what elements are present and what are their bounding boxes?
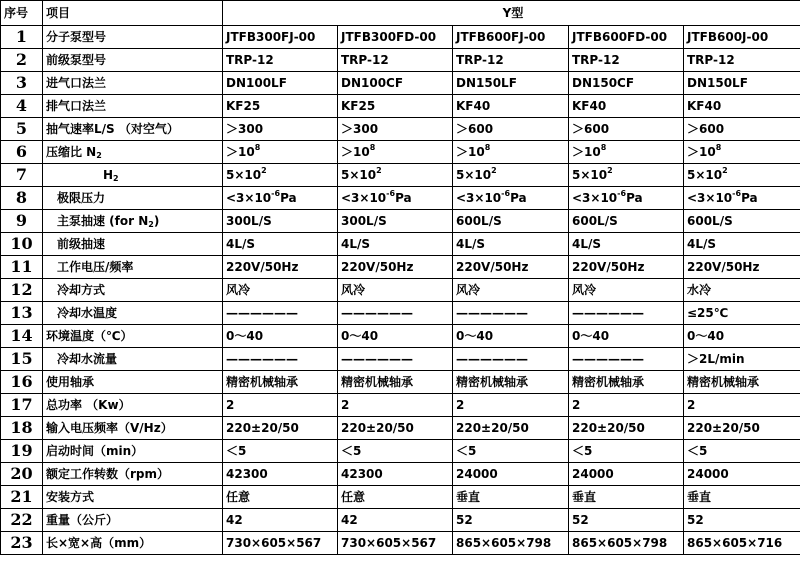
- table-row: [1, 463, 800, 486]
- row-value: $>10^8$: [223, 141, 338, 164]
- row-item-label: 重量（公斤）: [43, 509, 223, 532]
- row-value: KF25: [223, 95, 338, 118]
- row-value: 865×605×798: [569, 532, 684, 555]
- row-value: ＞600: [569, 118, 684, 141]
- table-row: [1, 532, 800, 555]
- row-value: ≤25℃: [684, 302, 800, 325]
- row-value: 24000: [684, 463, 800, 486]
- row-item-label: 额定工作转数（rpm）: [43, 463, 223, 486]
- row-value: 风冷: [338, 279, 453, 302]
- table-row: [1, 118, 800, 141]
- table-row: [1, 26, 800, 49]
- row-value: DN100CF: [338, 72, 453, 95]
- row-value: 220V/50Hz: [453, 256, 569, 279]
- row-value: ——————: [338, 348, 453, 371]
- row-value: 52: [684, 509, 800, 532]
- row-value: KF25: [338, 95, 453, 118]
- row-value: ＞2L/min: [684, 348, 800, 371]
- row-value: ——————: [223, 348, 338, 371]
- row-item-label: 分子泵型号: [43, 26, 223, 49]
- row-number: 20: [1, 463, 43, 486]
- row-value: 风冷: [569, 279, 684, 302]
- table-row: [1, 440, 800, 463]
- row-value: TRP-12: [453, 49, 569, 72]
- row-number: 15: [1, 348, 43, 371]
- row-number: 7: [1, 164, 43, 187]
- row-number: 17: [1, 394, 43, 417]
- row-item-label: 主泵抽速 (for $N_2$): [43, 210, 223, 233]
- row-value: 600L/S: [684, 210, 800, 233]
- row-item-label: 冷却水流量: [43, 348, 223, 371]
- table-row: [1, 417, 800, 440]
- row-value: 精密机械轴承: [569, 371, 684, 394]
- row-value: 2: [338, 394, 453, 417]
- table-row: [1, 72, 800, 95]
- row-value: JTFB300FJ-00: [223, 26, 338, 49]
- row-value: ——————: [569, 348, 684, 371]
- table-row: [1, 95, 800, 118]
- table-row: [1, 302, 800, 325]
- row-number: 16: [1, 371, 43, 394]
- row-number: 14: [1, 325, 43, 348]
- table-row: [1, 141, 800, 164]
- row-value: 4L/S: [569, 233, 684, 256]
- row-number: 8: [1, 187, 43, 210]
- row-item-label: 长×宽×高（mm）: [43, 532, 223, 555]
- row-value: 0～40: [223, 325, 338, 348]
- row-value: 52: [453, 509, 569, 532]
- row-item-label: 极限压力: [43, 187, 223, 210]
- row-value: ——————: [453, 302, 569, 325]
- row-value: ＜5: [684, 440, 800, 463]
- row-value: ＞600: [684, 118, 800, 141]
- row-value: 4L/S: [684, 233, 800, 256]
- row-value: KF40: [453, 95, 569, 118]
- row-value: 风冷: [223, 279, 338, 302]
- header-row: [1, 1, 800, 26]
- row-value: $<3\times 10^{-6}Pa$: [684, 187, 800, 210]
- row-value: DN150LF: [684, 72, 800, 95]
- row-number: 5: [1, 118, 43, 141]
- row-value: DN100LF: [223, 72, 338, 95]
- row-value: JTFB600FJ-00: [453, 26, 569, 49]
- table-row: [1, 486, 800, 509]
- row-value: DN150CF: [569, 72, 684, 95]
- row-value: 220±20/50: [223, 417, 338, 440]
- row-value: $<3\times 10^{-6}Pa$: [569, 187, 684, 210]
- row-value: 精密机械轴承: [223, 371, 338, 394]
- row-value: ——————: [223, 302, 338, 325]
- row-item-label: 启动时间（min）: [43, 440, 223, 463]
- row-value: JTFB600FD-00: [569, 26, 684, 49]
- row-value: ＜5: [338, 440, 453, 463]
- row-value: ＜5: [569, 440, 684, 463]
- header-type-group: Y型: [223, 1, 800, 26]
- row-value: 4L/S: [223, 233, 338, 256]
- row-value: $>10^8$: [453, 141, 569, 164]
- row-value: JTFB600J-00: [684, 26, 800, 49]
- row-value: KF40: [569, 95, 684, 118]
- row-number: 12: [1, 279, 43, 302]
- row-number: 13: [1, 302, 43, 325]
- table-row: [1, 509, 800, 532]
- row-value: ＞600: [453, 118, 569, 141]
- row-value: 0～40: [684, 325, 800, 348]
- row-item-label: 安装方式: [43, 486, 223, 509]
- table-row: [1, 394, 800, 417]
- row-number: 18: [1, 417, 43, 440]
- row-value: ——————: [453, 348, 569, 371]
- row-value: 600L/S: [453, 210, 569, 233]
- row-value: ＜5: [223, 440, 338, 463]
- row-value: JTFB300FD-00: [338, 26, 453, 49]
- row-value: 220±20/50: [453, 417, 569, 440]
- row-value: 任意: [223, 486, 338, 509]
- row-value: 730×605×567: [338, 532, 453, 555]
- row-value: KF40: [684, 95, 800, 118]
- row-number: 9: [1, 210, 43, 233]
- row-number: 10: [1, 233, 43, 256]
- row-value: $>10^8$: [338, 141, 453, 164]
- table-row: [1, 325, 800, 348]
- table-row: [1, 187, 800, 210]
- row-value: TRP-12: [338, 49, 453, 72]
- header-num: 序号: [1, 1, 43, 26]
- row-value: $>10^8$: [684, 141, 800, 164]
- row-value: 730×605×567: [223, 532, 338, 555]
- row-number: 6: [1, 141, 43, 164]
- row-item-label: 冷却方式: [43, 279, 223, 302]
- table-row: [1, 279, 800, 302]
- row-value: $5\times 10^2$: [569, 164, 684, 187]
- row-value: 52: [569, 509, 684, 532]
- table-row: [1, 49, 800, 72]
- row-value: ＞300: [338, 118, 453, 141]
- row-item-label: 压缩比 $N_2$: [43, 141, 223, 164]
- row-value: ——————: [569, 302, 684, 325]
- row-value: 精密机械轴承: [684, 371, 800, 394]
- row-value: 4L/S: [453, 233, 569, 256]
- row-value: 220V/50Hz: [338, 256, 453, 279]
- table-row: [1, 371, 800, 394]
- row-number: 3: [1, 72, 43, 95]
- row-item-label: 环境温度（℃）: [43, 325, 223, 348]
- row-value: $5\times 10^2$: [223, 164, 338, 187]
- row-value: 42: [223, 509, 338, 532]
- row-item-label: 使用轴承: [43, 371, 223, 394]
- table-row: [1, 348, 800, 371]
- row-value: 220±20/50: [684, 417, 800, 440]
- row-value: $5\times 10^2$: [453, 164, 569, 187]
- row-number: 22: [1, 509, 43, 532]
- row-value: TRP-12: [223, 49, 338, 72]
- row-value: 24000: [453, 463, 569, 486]
- row-number: 21: [1, 486, 43, 509]
- row-value: 300L/S: [338, 210, 453, 233]
- row-item-label: 排气口法兰: [43, 95, 223, 118]
- row-item-label: 冷却水温度: [43, 302, 223, 325]
- table-row: [1, 164, 800, 187]
- row-value: 2: [684, 394, 800, 417]
- row-value: $>10^8$: [569, 141, 684, 164]
- row-value: 42300: [338, 463, 453, 486]
- row-value: DN150LF: [453, 72, 569, 95]
- row-value: 垂直: [569, 486, 684, 509]
- row-value: 300L/S: [223, 210, 338, 233]
- row-item-label: 输入电压频率（V/Hz）: [43, 417, 223, 440]
- row-number: 4: [1, 95, 43, 118]
- row-value: 精密机械轴承: [453, 371, 569, 394]
- row-item-label: $H_2$: [43, 164, 223, 187]
- row-value: 865×605×716: [684, 532, 800, 555]
- row-item-label: 工作电压/频率: [43, 256, 223, 279]
- row-value: 2: [223, 394, 338, 417]
- row-value: 水冷: [684, 279, 800, 302]
- table-row: [1, 210, 800, 233]
- row-value: ＞300: [223, 118, 338, 141]
- row-item-label: 进气口法兰: [43, 72, 223, 95]
- row-value: 220V/50Hz: [569, 256, 684, 279]
- row-value: 2: [453, 394, 569, 417]
- row-value: TRP-12: [569, 49, 684, 72]
- row-value: 垂直: [453, 486, 569, 509]
- table-row: [1, 256, 800, 279]
- row-value: 24000: [569, 463, 684, 486]
- row-value: 42: [338, 509, 453, 532]
- row-item-label: 总功率 （Kw）: [43, 394, 223, 417]
- row-number: 19: [1, 440, 43, 463]
- row-value: 0～40: [569, 325, 684, 348]
- row-value: 220±20/50: [338, 417, 453, 440]
- row-value: 任意: [338, 486, 453, 509]
- row-value: 垂直: [684, 486, 800, 509]
- row-value: 0～40: [338, 325, 453, 348]
- row-number: 11: [1, 256, 43, 279]
- row-number: 23: [1, 532, 43, 555]
- row-value: 220V/50Hz: [223, 256, 338, 279]
- row-value: $5\times 10^2$: [684, 164, 800, 187]
- row-value: $<3\times 10^{-6}Pa$: [338, 187, 453, 210]
- row-number: 1: [1, 26, 43, 49]
- row-value: ——————: [338, 302, 453, 325]
- row-value: TRP-12: [684, 49, 800, 72]
- row-value: 精密机械轴承: [338, 371, 453, 394]
- row-value: $5\times 10^2$: [338, 164, 453, 187]
- row-value: 风冷: [453, 279, 569, 302]
- row-value: $<3\times 10^{-6}Pa$: [453, 187, 569, 210]
- row-item-label: 前级泵型号: [43, 49, 223, 72]
- row-value: 0～40: [453, 325, 569, 348]
- row-value: ＜5: [453, 440, 569, 463]
- header-item: 项目: [43, 1, 223, 26]
- row-value: 2: [569, 394, 684, 417]
- row-value: 600L/S: [569, 210, 684, 233]
- row-value: 220±20/50: [569, 417, 684, 440]
- row-value: 4L/S: [338, 233, 453, 256]
- row-value: 220V/50Hz: [684, 256, 800, 279]
- row-value: 42300: [223, 463, 338, 486]
- row-value: $<3\times 10^{-6}Pa$: [223, 187, 338, 210]
- row-value: 865×605×798: [453, 532, 569, 555]
- row-item-label: 抽气速率L/S （对空气）: [43, 118, 223, 141]
- table-row: [1, 233, 800, 256]
- row-item-label: 前级抽速: [43, 233, 223, 256]
- row-number: 2: [1, 49, 43, 72]
